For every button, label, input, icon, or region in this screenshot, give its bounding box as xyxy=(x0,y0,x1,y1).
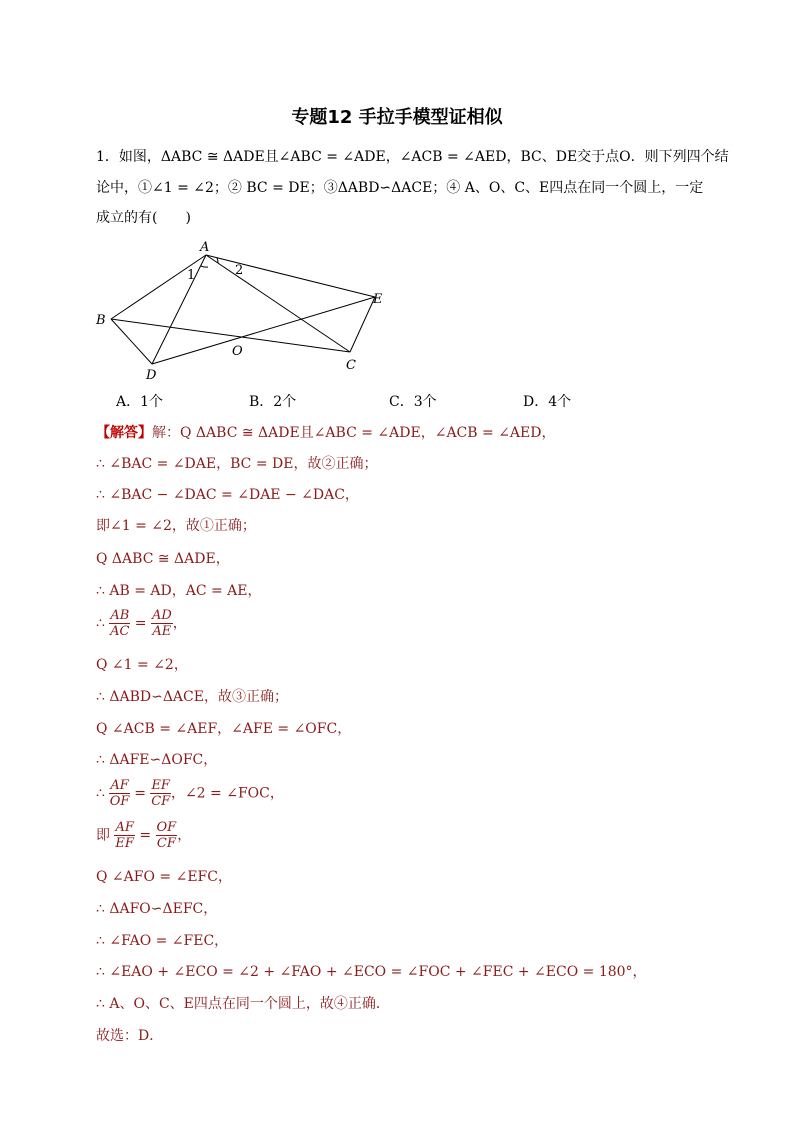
denominator: EF xyxy=(115,836,134,851)
numerator: AD xyxy=(151,608,172,623)
solution-line-17: ∴ ∠EAO + ∠ECO = ∠2 + ∠FAO + ∠ECO = ∠FOC + ∠FEC + ∠ECO = 180°， xyxy=(96,964,647,980)
solution-line-2-conclusion: 故②正确； xyxy=(307,456,378,472)
segment-AC xyxy=(206,255,350,352)
denominator: AC xyxy=(110,624,130,639)
therefore-symbol: ∴ xyxy=(96,785,105,802)
option-a: A．1个 xyxy=(116,394,164,410)
solution-line-2 xyxy=(96,455,377,473)
fraction-af-ef xyxy=(114,820,134,851)
label-angle-1: 1 xyxy=(187,268,196,283)
angle-1-arc xyxy=(201,266,208,267)
solution-line-12-tail: ，∠2 = ∠FOC， xyxy=(170,785,284,802)
fraction-af-of xyxy=(109,778,129,809)
solution-line-11: ∴ ΔAFE∽ΔOFC， xyxy=(96,752,218,768)
segment-DE xyxy=(152,297,375,364)
solution-line-10: Q ∠ACB = ∠AEF，∠AFE = ∠OFC， xyxy=(96,721,352,737)
equals-sign: = xyxy=(134,615,147,632)
equals-sign: = xyxy=(134,785,146,802)
label-B: B xyxy=(96,313,106,328)
page-title: 专题12 手拉手模型证相似 xyxy=(291,107,503,128)
fraction-ad-ae xyxy=(151,608,173,639)
solution-line-18 xyxy=(96,995,390,1013)
solution-line-6: ∴ AB = AD，AC = AE， xyxy=(96,583,262,599)
numerator: OF xyxy=(156,820,177,835)
fraction-of-cf xyxy=(156,820,178,851)
option-c: C．3个 xyxy=(389,394,437,410)
label-D: D xyxy=(146,368,157,383)
solution-line-4-text: 即∠1 = ∠2， xyxy=(96,518,186,534)
solution-line-18-text: ∴ A、O、C、E四点在同一个圆上， xyxy=(96,996,320,1012)
label-O: O xyxy=(232,344,243,359)
denominator: CF xyxy=(151,794,171,809)
label-A: A xyxy=(200,240,210,255)
segment-AE xyxy=(206,255,375,297)
solution-line-5: Q ΔABC ≅ ΔADE， xyxy=(96,551,230,567)
solution-line-9-text: ∴ ΔABD∽ΔACE， xyxy=(96,689,218,705)
solution-line-1-text: 解：Q ΔABC ≅ ΔADE且∠ABC = ∠ADE，∠ACB = ∠AED， xyxy=(152,425,556,441)
numerator: AF xyxy=(115,820,134,835)
solution-line-9-conclusion: 故③正确； xyxy=(217,689,288,705)
numerator: EF xyxy=(151,778,170,793)
solution-line-2-text: ∴ ∠BAC = ∠DAE，BC = DE， xyxy=(96,456,308,472)
numerator: AB xyxy=(110,608,130,623)
solution-line-18-conclusion: 故④正确． xyxy=(319,996,390,1012)
solution-line-7 xyxy=(96,608,187,639)
question-line-2: 论中，①∠1 = ∠2；② BC = DE；③ΔABD∽ΔACE；④ A、O、C、E四点在同一个圆上，一定 xyxy=(96,180,704,196)
segment-AD xyxy=(152,255,206,364)
solution-line-14: Q ∠AFO = ∠EFC， xyxy=(96,869,232,885)
solution-line-12 xyxy=(96,778,284,809)
solution-line-15: ∴ ΔAFO∽ΔEFC， xyxy=(96,901,218,917)
label-E: E xyxy=(373,292,383,307)
therefore-symbol: ∴ xyxy=(96,615,105,632)
question-line-3: 成立的有( ) xyxy=(96,210,191,226)
solution-line-16: ∴ ∠FAO = ∠FEC， xyxy=(96,933,229,949)
segment-AB xyxy=(111,255,206,319)
option-d: D．4个 xyxy=(523,394,572,410)
segment-CE xyxy=(350,297,375,352)
segment-BC xyxy=(111,319,350,352)
solution-line-8: Q ∠1 = ∠2， xyxy=(96,657,188,673)
solution-line-4-conclusion: 故①正确； xyxy=(185,518,256,534)
punctuation: ， xyxy=(172,615,187,632)
punctuation: ， xyxy=(177,827,192,844)
label-angle-2: 2 xyxy=(235,263,244,278)
denominator: OF xyxy=(109,794,130,809)
label-C: C xyxy=(346,358,356,373)
namely-word: 即 xyxy=(96,827,110,844)
option-b: B．2个 xyxy=(249,394,297,410)
fraction-ab-ac xyxy=(109,608,130,639)
solution-line-1 xyxy=(96,424,555,442)
solution-line-4 xyxy=(96,517,256,535)
equals-sign: = xyxy=(139,827,152,844)
solution-line-3: ∴ ∠BAC − ∠DAC = ∠DAE − ∠DAC， xyxy=(96,487,359,503)
segment-BD xyxy=(111,319,152,364)
fraction-ef-cf xyxy=(150,778,171,809)
solution-final-answer: 故选：D． xyxy=(96,1028,164,1044)
geometry-figure xyxy=(90,236,400,384)
solution-line-13 xyxy=(96,820,191,851)
denominator: AE xyxy=(152,624,172,639)
denominator: CF xyxy=(156,836,176,851)
solution-line-9 xyxy=(96,688,288,706)
question-line-1: 1．如图，ΔABC ≅ ΔADE且∠ABC = ∠ADE，∠ACB = ∠AED，BC、DE交于点O．则下列四个结 xyxy=(96,149,729,165)
solution-tag: 【解答】 xyxy=(96,425,152,441)
numerator: AF xyxy=(110,778,129,793)
